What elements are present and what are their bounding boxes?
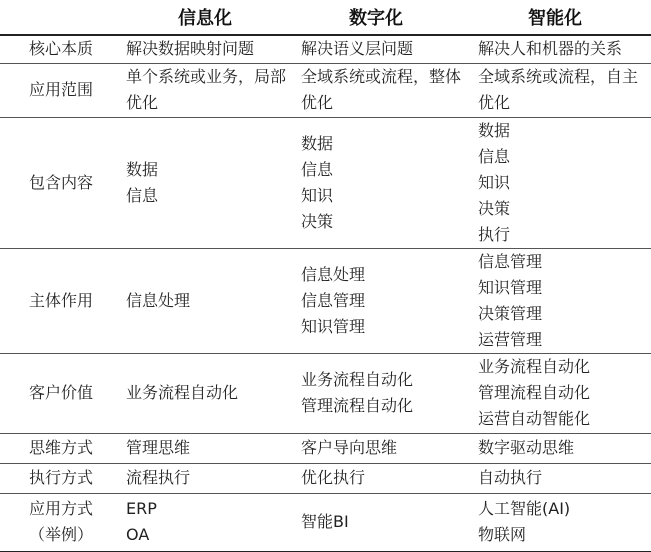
cell-line: 决策 bbox=[301, 211, 334, 231]
cell-line: 智能BI bbox=[301, 512, 349, 531]
cell-line: 业务流程自动化 bbox=[126, 383, 239, 402]
row-label-line: 包含内容 bbox=[28, 172, 93, 192]
header-digitalization: 数字化 bbox=[297, 0, 474, 35]
header-informatization: 信息化 bbox=[122, 0, 297, 35]
row-label-line: （举例） bbox=[28, 525, 93, 544]
table-cell bbox=[474, 353, 651, 433]
cell-line: 信息 bbox=[478, 146, 511, 166]
table-cell bbox=[297, 248, 474, 353]
cell-line: 解决语义层问题 bbox=[301, 39, 414, 59]
table-cell bbox=[122, 433, 297, 463]
cell-line: 解决人和机器的关系 bbox=[478, 39, 623, 59]
table-cell bbox=[122, 63, 297, 117]
table-cell bbox=[474, 433, 651, 463]
row-label-line: 客户价值 bbox=[28, 383, 93, 402]
table-cell bbox=[297, 433, 474, 463]
table-cell bbox=[474, 463, 651, 493]
cell-line: 全域系统或流程，整体优化 bbox=[301, 67, 462, 112]
cell-line: 知识 bbox=[301, 185, 334, 205]
cell-line: 管理流程自动化 bbox=[478, 383, 591, 402]
row-label-line: 执行方式 bbox=[28, 468, 93, 487]
cell-line: 全域系统或流程，自主优化 bbox=[478, 67, 639, 112]
cell-line: 执行 bbox=[478, 224, 511, 244]
cell-line: 运营管理 bbox=[478, 329, 543, 349]
cell-line: 优化执行 bbox=[301, 468, 366, 487]
table-cell bbox=[474, 493, 651, 551]
table-row bbox=[0, 493, 651, 551]
row-label bbox=[0, 353, 122, 433]
table-cell bbox=[297, 493, 474, 551]
row-label bbox=[0, 433, 122, 463]
header-corner bbox=[0, 0, 122, 35]
row-label-line: 核心本质 bbox=[28, 39, 93, 59]
table-cell bbox=[474, 248, 651, 353]
row-label-line: 主体作用 bbox=[28, 290, 93, 310]
cell-line: 自动执行 bbox=[478, 468, 543, 487]
cell-line: 业务流程自动化 bbox=[301, 370, 414, 389]
cell-line: 单个系统或业务，局部优化 bbox=[126, 67, 287, 112]
row-label bbox=[0, 63, 122, 117]
table-row bbox=[0, 353, 651, 433]
row-label bbox=[0, 493, 122, 551]
table-cell bbox=[474, 35, 651, 63]
table-cell bbox=[122, 353, 297, 433]
table-row bbox=[0, 63, 651, 117]
row-label bbox=[0, 463, 122, 493]
cell-line: 知识管理 bbox=[301, 316, 366, 336]
row-label bbox=[0, 35, 122, 63]
table-cell bbox=[297, 463, 474, 493]
cell-line: 决策 bbox=[478, 198, 511, 218]
cell-line: 决策管理 bbox=[478, 303, 543, 323]
table-cell bbox=[122, 248, 297, 353]
cell-line: 人工智能(AI) bbox=[478, 499, 571, 518]
table-row bbox=[0, 463, 651, 493]
table-cell bbox=[474, 117, 651, 248]
cell-line: OA bbox=[126, 525, 150, 544]
header-intelligentization: 智能化 bbox=[474, 0, 651, 35]
row-label bbox=[0, 248, 122, 353]
cell-line: 知识 bbox=[478, 172, 511, 192]
row-label-line: 应用范围 bbox=[28, 80, 93, 99]
table-cell bbox=[297, 353, 474, 433]
table-cell bbox=[474, 63, 651, 117]
cell-line: 数据 bbox=[478, 120, 511, 140]
table-cell bbox=[122, 117, 297, 248]
cell-line: 流程执行 bbox=[126, 468, 191, 487]
header-row bbox=[0, 0, 651, 35]
row-label bbox=[0, 117, 122, 248]
row-label-line: 应用方式 bbox=[28, 499, 93, 518]
table-row bbox=[0, 433, 651, 463]
table-cell bbox=[297, 35, 474, 63]
cell-line: 管理思维 bbox=[126, 438, 191, 457]
table-cell bbox=[122, 493, 297, 551]
cell-line: 运营自动智能化 bbox=[478, 409, 591, 428]
table-row bbox=[0, 248, 651, 353]
cell-line: 信息 bbox=[301, 159, 334, 179]
cell-line: 数字驱动思维 bbox=[478, 438, 575, 457]
cell-line: 解决数据映射问题 bbox=[126, 39, 255, 59]
cell-line: 信息 bbox=[126, 185, 159, 205]
cell-line: 客户导向思维 bbox=[301, 438, 398, 457]
table-cell bbox=[122, 463, 297, 493]
cell-line: 信息管理 bbox=[478, 251, 543, 271]
cell-line: ERP bbox=[126, 499, 157, 518]
table-cell bbox=[297, 63, 474, 117]
cell-line: 管理流程自动化 bbox=[301, 396, 414, 415]
cell-line: 信息处理 bbox=[126, 290, 191, 310]
cell-line: 数据 bbox=[126, 159, 159, 179]
cell-line: 物联网 bbox=[478, 525, 527, 544]
cell-line: 数据 bbox=[301, 133, 334, 153]
table-row bbox=[0, 117, 651, 248]
row-label-line: 思维方式 bbox=[28, 438, 93, 457]
table-cell bbox=[297, 117, 474, 248]
cell-line: 信息管理 bbox=[301, 290, 366, 310]
cell-line: 业务流程自动化 bbox=[478, 357, 591, 376]
cell-line: 知识管理 bbox=[478, 277, 543, 297]
cell-line: 信息处理 bbox=[301, 264, 366, 284]
table-cell bbox=[122, 35, 297, 63]
table-row bbox=[0, 35, 651, 63]
